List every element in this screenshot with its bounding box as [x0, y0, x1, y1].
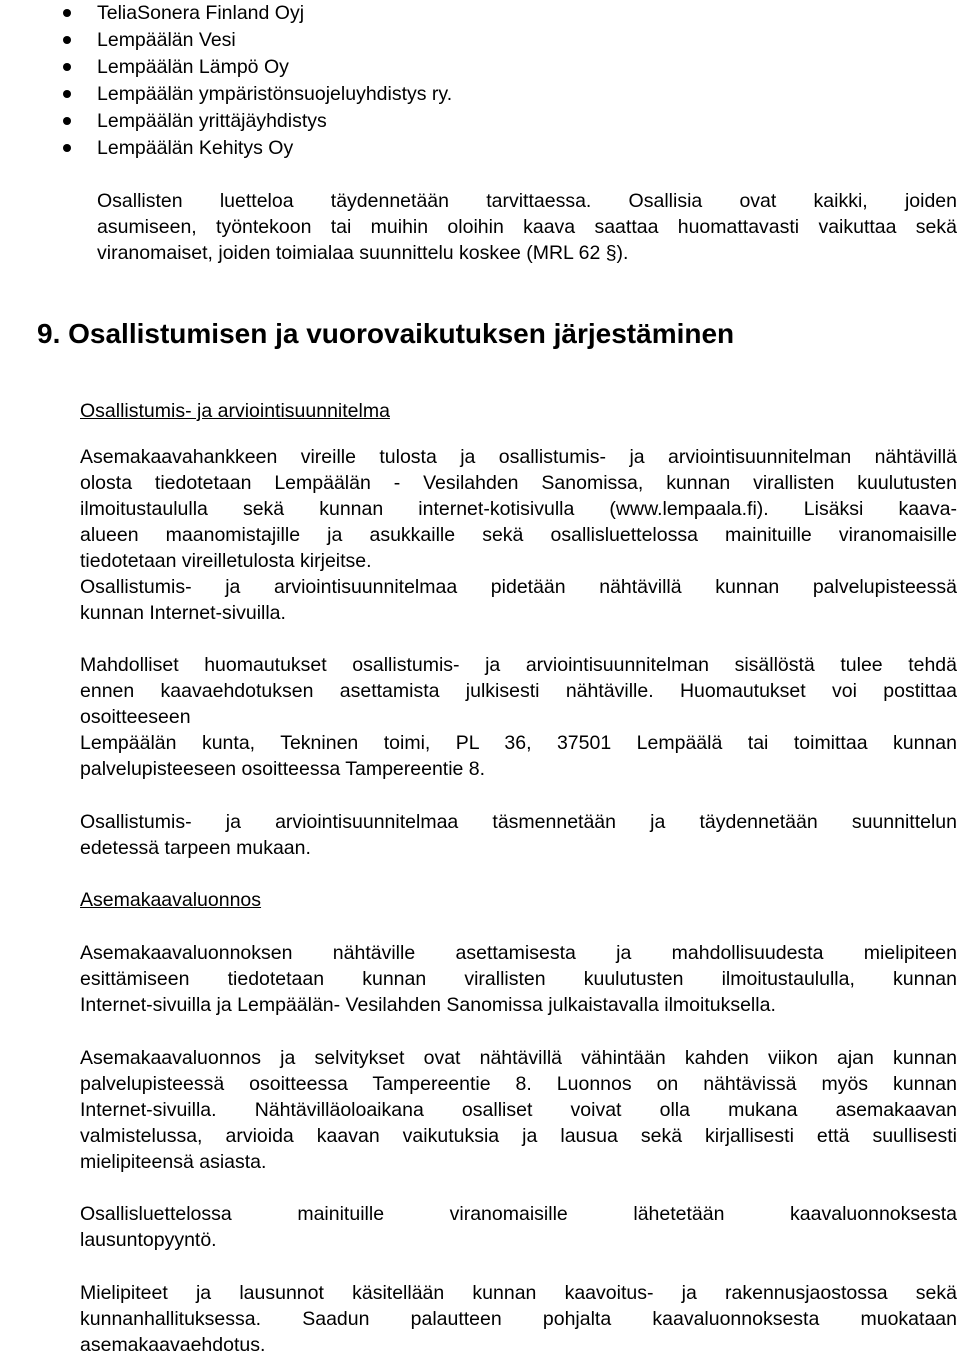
paragraph-line: Osallistumis- ja arviointisuunnitelmaa pidetään nähtävillä kunnan palvelupisteessä	[80, 576, 957, 598]
paragraph-line: olosta tiedotetaan Lempäälän - Vesilahden Sanomissa, kunnan virallisten kuulutusten	[80, 472, 957, 494]
list-item-text: Lempäälän Kehitys Oy	[97, 137, 294, 159]
paragraph-processing	[80, 1280, 957, 1358]
paragraph-line: valmistelussa, arvioida kaavan vaikutuksia ja lausua sekä kirjallisesti että suullisesti	[80, 1125, 957, 1147]
paragraph-line: asumiseen, työntekoon tai muihin oloihin kaava saattaa huomattavasti vaikuttaa sekä	[97, 216, 957, 238]
paragraph-line: osoitteeseen	[80, 706, 191, 728]
subheading-draft-plan: Asemakaavaluonnos	[80, 889, 262, 911]
paragraph-line: Asemakaavaluonnos ja selvitykset ovat nähtävillä vähintään kahden viikon ajan kunnan	[80, 1047, 957, 1069]
bullet-icon	[63, 63, 71, 71]
paragraph-line: esittämiseen tiedotetaan kunnan virallisten kuulutusten ilmoitustaululla, kunnan	[80, 968, 957, 990]
paragraph-line: Asemakaavahankkeen vireille tulosta ja osallistumis- ja arviointisuunnitelman nähtävillä	[80, 446, 957, 468]
paragraph-line: asemakaavaehdotus.	[80, 1334, 266, 1356]
paragraph-line: Asemakaavaluonnoksen nähtäville asettamisesta ja mahdollisuudesta mielipiteen	[80, 942, 957, 964]
list-item	[0, 108, 452, 135]
paragraph-line: Mahdolliset huomautukset osallistumis- ja arviointisuunnitelman sisällöstä tulee tehdä	[80, 654, 957, 676]
stakeholders-paragraph	[97, 188, 957, 266]
paragraph-line: tiedotetaan vireilletulosta kirjeitse.	[80, 550, 372, 572]
paragraph-line: palvelupisteessä osoitteessa Tampereentie 8. Luonnos on nähtävissä myös kunnan	[80, 1073, 957, 1095]
paragraph-line: alueen maanomistajille ja asukkaille sekä osallisluettelossa mainituille viranomaisille	[80, 524, 957, 546]
list-item-text: Lempäälän Lämpö Oy	[97, 56, 289, 78]
bullet-icon	[63, 36, 71, 44]
list-item	[0, 27, 452, 54]
paragraph-line: ennen kaavaehdotuksen asettamista julkisesti nähtäville. Huomautukset voi postittaa	[80, 680, 957, 702]
list-item	[0, 54, 452, 81]
list-item-text: TeliaSonera Finland Oyj	[97, 2, 305, 24]
bullet-icon	[63, 9, 71, 17]
paragraph-refinement	[80, 809, 957, 861]
list-item-text: Lempäälän ympäristönsuojeluyhdistys ry.	[97, 83, 453, 105]
paragraph-draft-display	[80, 1045, 957, 1175]
paragraph-line: Mielipiteet ja lausunnot käsitellään kunnan kaavoitus- ja rakennusjaostossa sekä	[80, 1282, 957, 1304]
paragraph-line: viranomaiset, joiden toimialaa suunnittelu koskee (MRL 62 §).	[97, 242, 629, 264]
bullet-icon	[63, 117, 71, 125]
paragraph-line: edetessä tarpeen mukaan.	[80, 837, 311, 859]
paragraph-line: Lempäälän kunta, Tekninen toimi, PL 36, 37501 Lempäälä tai toimittaa kunnan	[80, 732, 957, 754]
list-item-text: Lempäälän Vesi	[97, 29, 236, 51]
paragraph-line: kunnanhallituksessa. Saadun palautteen pohjalta kaavaluonnoksesta muokataan	[80, 1308, 957, 1330]
list-item	[0, 0, 452, 27]
paragraph-line: ilmoitustaululla sekä kunnan internet-kotisivulla (www.lempaala.fi). Lisäksi kaava-	[80, 498, 957, 520]
paragraph-line: mielipiteensä asiasta.	[80, 1151, 267, 1173]
paragraph-line: Osallistumis- ja arviointisuunnitelmaa täsmennetään ja täydennetään suunnittelun	[80, 811, 957, 833]
subheading-participation-plan: Osallistumis- ja arviointisuunnitelma	[80, 400, 390, 422]
bullet-icon	[63, 90, 71, 98]
bullet-icon	[63, 144, 71, 152]
section-heading: 9. Osallistumisen ja vuorovaikutuksen järjestäminen	[37, 318, 735, 349]
paragraph-statement-request	[80, 1201, 957, 1253]
paragraph-line: Internet-sivuilla. Nähtävilläoloaikana osalliset voivat olla mukana asemakaavan	[80, 1099, 957, 1121]
paragraph-line: Osallisten luetteloa täydennetään tarvittaessa. Osallisia ovat kaikki, joiden	[97, 190, 957, 212]
paragraph-draft-notice	[80, 940, 957, 1018]
paragraph-comments	[80, 652, 957, 782]
paragraph-line: palvelupisteeseen osoitteessa Tampereentie 8.	[80, 758, 486, 780]
list-item	[0, 135, 452, 162]
paragraph-line: Internet-sivuilla ja Lempäälän- Vesilahden Sanomissa julkaistavalla ilmoituksella.	[80, 994, 776, 1016]
stakeholder-list	[0, 0, 452, 162]
list-item-text: Lempäälän yrittäjäyhdistys	[97, 110, 327, 132]
paragraph-line: lausuntopyyntö.	[80, 1229, 217, 1251]
paragraph-line: Osallisluettelossa mainituille viranomaisille lähetetään kaavaluonnoksesta	[80, 1203, 957, 1225]
paragraph-announcement	[80, 444, 957, 574]
paragraph-availability	[80, 574, 957, 626]
list-item	[0, 81, 452, 108]
paragraph-line: kunnan Internet-sivuilla.	[80, 602, 286, 624]
